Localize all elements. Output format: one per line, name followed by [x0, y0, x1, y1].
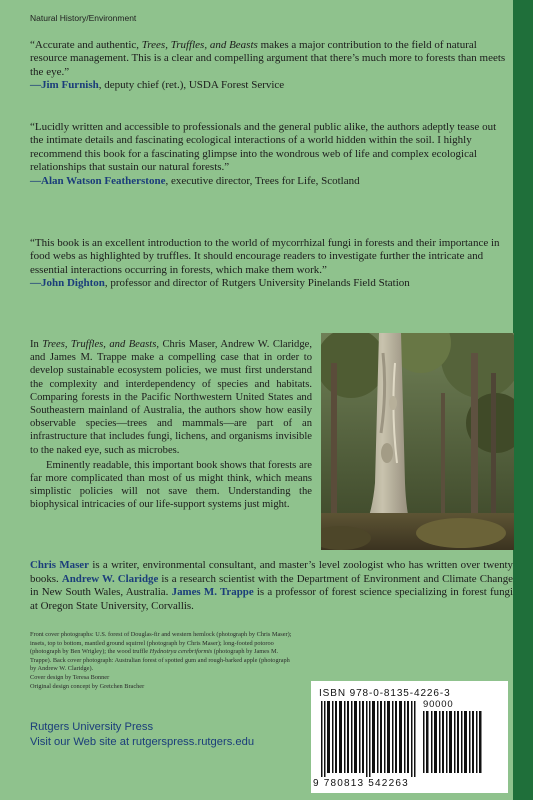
author-1-bio: is a writer, environmental consultant, and master’s level zoologist who has written over twenty books. [30, 559, 513, 585]
credits-cover-design: Cover design by Teresa Bonner [30, 673, 110, 681]
quote-3 [30, 237, 512, 291]
quote-3-text: “This book is an excellent introduction to the world of mycorrhizal fungi in forests and their importance in food webs as highlighted by truffles. It should encourage readers to investigate further the intricate and essential interactions occurring in forests, which make them work.” [30, 237, 500, 276]
description-body: Chris Maser, Andrew W. Claridge, and James M. Trappe make a compelling case that in order to develop sustainable ecosystem policies, we must first understand the complexity and interdependency of species and habitats. Comparing forests in the Pacific Northwestern United States and Southeastern mainland of Australia, the authors show how easily observable species—trees and mammals—are part of an infrastructure that includes fungi, lichens, and organisms invisible to the naked eye, such as microbes. [30, 339, 312, 456]
author-bios [30, 559, 513, 613]
isbn-label: ISBN 978-0-8135-4226-3 [319, 688, 451, 699]
quote-2-role: , executive director, Trees for Life, Scotland [165, 174, 360, 187]
quote-1-book-title: Trees, Truffles, and Beasts [141, 39, 258, 51]
quote-2-attribution [30, 175, 512, 188]
quote-3-name: —John Dighton [30, 277, 105, 290]
quote-2 [30, 121, 512, 188]
quote-1-pre: “Accurate and authentic, [30, 39, 142, 51]
forest-photo-illustration [321, 333, 514, 550]
author-2-name: Andrew W. Claridge [61, 572, 159, 585]
description-book-title: Trees, Truffles, and Beasts, [42, 339, 160, 350]
quote-2-text: “Lucidly written and accessible to professionals and the general public alike, the authors adeptly tease out the intimate details and fascinating ecological interactions of a world hidden within the soil. I highly recommend this book for a fascinating glimpse into the wondrous web of life and complex ecological relationships that sustain our natural forests.” [30, 121, 497, 174]
description-paragraph-1 [30, 338, 312, 457]
publisher-block [30, 720, 254, 750]
author-3-bio: is a professor of forest science specializing in forest fungi at Oregon State University, Corvallis. [30, 586, 513, 612]
author-2-bio: is a research scientist with the Department of Environment and Climate Change in New South Wales, Australia. [30, 572, 513, 599]
author-bio-text [30, 559, 513, 613]
barcode-number: 9 780813 542263 [313, 778, 409, 789]
book-description [30, 338, 312, 512]
quote-2-name: —Alan Watson Featherstone [30, 174, 166, 187]
barcode-addon-bars [423, 711, 483, 773]
credits-design-concept: Original design concept by Gretchen Bracher [30, 682, 145, 690]
category-label: Natural History/Environment [30, 13, 137, 23]
forest-photograph [321, 333, 514, 550]
barcode-main-bars [321, 701, 417, 777]
quote-3-role: , professor and director of Rutgers University Pinelands Field Station [104, 277, 410, 290]
credits-cover-photos [30, 631, 295, 674]
quote-3-attribution [30, 277, 512, 290]
barcode [311, 681, 508, 793]
quote-1-post: makes a major contribution to the field of natural resource management. This is a clear and compelling argument that there’s much more to forests than meets the eye.” [30, 39, 506, 78]
credits-pre: Front cover photographs: U.S. forest of Douglas-fir and western hemlock (photograph by Chris Maser); insets, top to bottom, mantled ground squirrel (photograph by Chris Maser); long-footed potoroo (photograph by Ben Wrigley); the wood truffle [30, 631, 292, 656]
publisher-name: Rutgers University Press [30, 721, 154, 733]
publisher-website: Visit our Web site at rutgerspress.rutgers.edu [30, 736, 255, 748]
quote-1 [30, 39, 512, 93]
author-3-name: James M. Trappe [171, 586, 254, 599]
quote-1-name: —Jim Furnish [30, 79, 99, 92]
description-pre: In [30, 339, 43, 350]
price-code: 90000 [423, 699, 454, 710]
credits-species: Hydnotrya cerebriformis [149, 648, 213, 656]
quote-1-text [30, 39, 512, 79]
quote-1-role: , deputy chief (ret.), USDA Forest Service [98, 79, 285, 92]
description-paragraph-2: Eminently readable, this important book shows that forests are far more complicated than most of us might think, which means simplistic policies will not save them. Understanding the biophysical intricacies of our life-support systems just might. [30, 459, 312, 511]
spine-edge [513, 0, 533, 800]
quote-1-attribution [30, 79, 512, 92]
author-1-name: Chris Maser [30, 559, 89, 571]
photo-credits [30, 631, 295, 691]
credits-post: (photograph by James M. Trappe). Back cover photograph: Australian forest of spotted gum and rough-barked apple (photograph by Andrew W. Claridge). [30, 648, 290, 673]
